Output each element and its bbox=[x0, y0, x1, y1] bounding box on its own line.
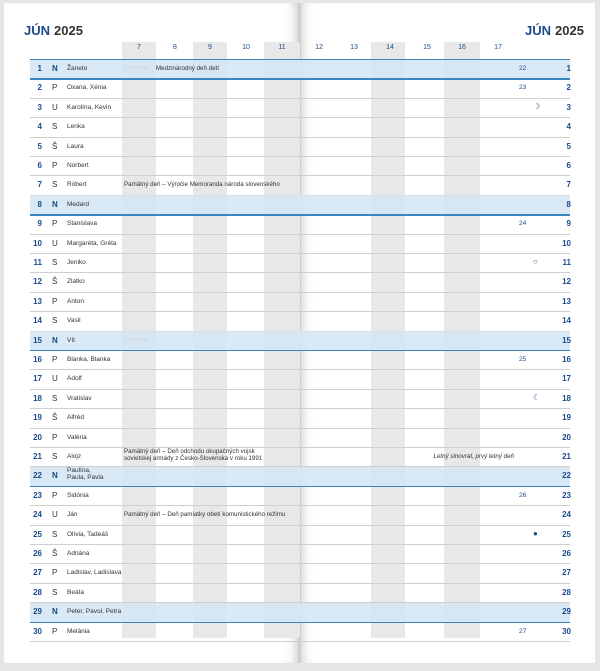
weekday-letter: P bbox=[52, 219, 58, 229]
day-number-right: 22 bbox=[562, 471, 571, 481]
day-number-right: 13 bbox=[562, 296, 571, 306]
weekday-letter: Š bbox=[52, 277, 58, 287]
nameday: Vratislav bbox=[67, 394, 92, 402]
day-number-right: 28 bbox=[562, 587, 571, 597]
event-note: Medzinárodný deň detí bbox=[156, 65, 219, 72]
day-row bbox=[0, 369, 600, 388]
weekday-letter: Š bbox=[52, 141, 58, 151]
nameday: Ján bbox=[67, 511, 78, 519]
month-name-left: JÚN bbox=[24, 23, 51, 38]
year-left: 2025 bbox=[54, 23, 83, 38]
day-number: 9 bbox=[37, 219, 42, 229]
weekday-letter: U bbox=[52, 102, 58, 112]
day-number: 25 bbox=[33, 529, 42, 539]
weekday-letter: N bbox=[52, 199, 58, 209]
day-row bbox=[0, 544, 600, 563]
week-number: 22 bbox=[519, 65, 527, 72]
day-number: 19 bbox=[33, 413, 42, 423]
day-number-right: 17 bbox=[562, 374, 571, 384]
day-row bbox=[0, 195, 600, 214]
hour-label: 14 bbox=[386, 44, 394, 51]
weekday-letter: P bbox=[52, 161, 58, 170]
weekday-letter: S bbox=[52, 393, 58, 403]
moon-phase-icon: ● bbox=[533, 528, 538, 538]
hour-label: 7 bbox=[137, 44, 141, 51]
day-number: 6 bbox=[37, 161, 42, 170]
day-row bbox=[0, 156, 600, 175]
day-number: 27 bbox=[33, 568, 42, 578]
day-row bbox=[0, 78, 600, 97]
day-number: 23 bbox=[33, 490, 42, 500]
day-number: 5 bbox=[37, 141, 42, 151]
day-row bbox=[0, 525, 600, 544]
day-number: 21 bbox=[33, 452, 42, 461]
weekday-letter: U bbox=[52, 238, 58, 248]
hour-label: 13 bbox=[350, 44, 358, 51]
nameday: Ladislav, Ladislava bbox=[67, 569, 122, 577]
day-number: 16 bbox=[33, 355, 42, 364]
weekday-letter: Š bbox=[52, 413, 58, 423]
nameday: Alfréd bbox=[67, 414, 84, 422]
hour-label: 8 bbox=[173, 44, 177, 51]
week-number: 23 bbox=[519, 84, 527, 92]
day-number-right: 26 bbox=[562, 549, 571, 558]
weekday-letter: N bbox=[52, 335, 58, 345]
month-title-right bbox=[525, 23, 584, 38]
day-number-right: 24 bbox=[562, 510, 571, 520]
hour-label: 9 bbox=[208, 44, 212, 51]
day-row bbox=[0, 117, 600, 136]
weekday-letter: S bbox=[52, 122, 58, 132]
day-number-right: 3 bbox=[566, 102, 571, 112]
nameday: Karolína, Kevin bbox=[67, 103, 112, 111]
day-number-right: 21 bbox=[562, 452, 571, 461]
month-title-left bbox=[24, 23, 83, 38]
event-note: Pamätný deň – Deň odchodu okupačných vojsk sovietskej armády z Česko-Slovenska v roku 1991 bbox=[124, 448, 263, 462]
day-row bbox=[0, 602, 600, 621]
day-row bbox=[0, 331, 600, 350]
nameday: Paulína, Paula, Pavla bbox=[67, 467, 104, 482]
day-number-right: 5 bbox=[566, 141, 571, 151]
weekday-letter: Š bbox=[52, 549, 58, 558]
day-number-right: 23 bbox=[562, 490, 571, 500]
nameday: Adolf bbox=[67, 375, 82, 383]
day-row bbox=[0, 583, 600, 602]
day-row bbox=[0, 505, 600, 524]
week-number: 25 bbox=[519, 356, 527, 363]
event-note: Pamätný deň – Deň pamiatky obetí komunistického režimu bbox=[124, 511, 286, 519]
nameday: Vít bbox=[67, 336, 75, 344]
day-row bbox=[0, 408, 600, 427]
day-row bbox=[0, 137, 600, 156]
weekday-letter: P bbox=[52, 355, 58, 364]
nameday: Róbert bbox=[67, 181, 87, 189]
hour-label: 11 bbox=[278, 44, 286, 51]
nameday: Peter, Pavol, Petra bbox=[67, 608, 122, 616]
weekday-letter: S bbox=[52, 529, 58, 539]
event-note: Pamätný deň – Výročie Memoranda národa slovenského bbox=[124, 181, 280, 189]
weekday-letter: S bbox=[52, 180, 58, 190]
weekday-letter: N bbox=[52, 607, 58, 617]
moon-phase-icon: ☽ bbox=[533, 101, 541, 111]
day-number-right: 27 bbox=[562, 568, 571, 578]
day-row bbox=[0, 272, 600, 291]
weekday-letter: U bbox=[52, 510, 58, 520]
day-row bbox=[0, 311, 600, 330]
nameday: Zlatko bbox=[67, 278, 85, 286]
day-number-right: 7 bbox=[566, 180, 571, 190]
nameday: Lenka bbox=[67, 123, 85, 131]
day-number-right: 20 bbox=[562, 432, 571, 442]
day-row bbox=[0, 486, 600, 505]
hour-label: 12 bbox=[315, 44, 323, 51]
weekday-letter: S bbox=[52, 258, 58, 267]
nameday: Stanislava bbox=[67, 220, 97, 228]
day-row bbox=[0, 466, 600, 485]
hour-label: 10 bbox=[242, 44, 250, 51]
nameday: Medard bbox=[67, 200, 90, 208]
nameday: Margaréta, Gréta bbox=[67, 239, 117, 247]
weekday-letter: P bbox=[52, 626, 58, 636]
day-number: 20 bbox=[33, 432, 42, 442]
nameday: Alojz bbox=[67, 453, 82, 460]
weekday-letter: P bbox=[52, 432, 58, 442]
day-number: 30 bbox=[33, 626, 42, 636]
day-row bbox=[0, 98, 600, 117]
weekday-letter: S bbox=[52, 587, 58, 597]
day-number: 26 bbox=[33, 549, 42, 558]
day-number: 24 bbox=[33, 510, 42, 520]
day-row bbox=[0, 563, 600, 582]
day-row bbox=[0, 350, 600, 369]
day-row bbox=[0, 175, 600, 194]
day-number: 12 bbox=[33, 277, 42, 287]
day-row bbox=[0, 214, 600, 233]
nameday: Jeniko bbox=[67, 259, 86, 266]
year-right: 2025 bbox=[555, 23, 584, 38]
day-number: 18 bbox=[33, 393, 42, 403]
day-row bbox=[0, 389, 600, 408]
nameday: Olívia, Tadeáš bbox=[67, 530, 109, 538]
day-number-right: 25 bbox=[562, 529, 571, 539]
faint-note: Deň otcov bbox=[124, 336, 149, 343]
day-row bbox=[0, 59, 600, 78]
day-number: 4 bbox=[37, 122, 42, 132]
moon-phase-icon: ☾ bbox=[533, 392, 541, 402]
weekday-letter: P bbox=[52, 83, 58, 93]
day-number-right: 19 bbox=[562, 413, 571, 423]
header-divider bbox=[30, 59, 570, 60]
day-number-right: 14 bbox=[562, 316, 571, 326]
weekday-letter: P bbox=[52, 296, 58, 306]
nameday: Sidónia bbox=[67, 491, 89, 499]
weekday-letter: N bbox=[52, 471, 58, 481]
day-number-right: 30 bbox=[562, 626, 571, 636]
hour-label: 15 bbox=[423, 44, 431, 51]
weekday-letter: P bbox=[52, 568, 58, 578]
weekday-letter: N bbox=[52, 64, 58, 73]
moon-phase-icon: ○ bbox=[533, 257, 538, 266]
day-number: 14 bbox=[33, 316, 42, 326]
hour-label: 17 bbox=[494, 44, 502, 51]
day-number-right: 4 bbox=[566, 122, 571, 132]
weekday-letter: U bbox=[52, 374, 58, 384]
nameday: Oxana, Xénia bbox=[67, 84, 107, 92]
day-number-right: 12 bbox=[562, 277, 571, 287]
nameday: Norbert bbox=[67, 162, 89, 169]
nameday: Beáta bbox=[67, 588, 84, 596]
nameday: Adriána bbox=[67, 550, 90, 557]
day-number: 17 bbox=[33, 374, 42, 384]
week-number: 24 bbox=[519, 220, 527, 228]
right-event-note: Letný slnovrat, prvý letný deň bbox=[433, 453, 514, 460]
day-row bbox=[0, 622, 600, 641]
day-number: 2 bbox=[37, 83, 42, 93]
hour-label: 16 bbox=[458, 44, 466, 51]
day-number-right: 1 bbox=[566, 64, 571, 73]
day-number: 15 bbox=[33, 335, 42, 345]
day-row bbox=[0, 253, 600, 272]
day-number-right: 15 bbox=[562, 335, 571, 345]
nameday: Anton bbox=[67, 297, 84, 305]
day-number: 22 bbox=[33, 471, 42, 481]
day-row bbox=[0, 447, 600, 466]
weekday-letter: P bbox=[52, 490, 58, 500]
faint-note: Deň otcov bbox=[124, 65, 149, 71]
day-number-right: 8 bbox=[566, 199, 571, 209]
day-row bbox=[0, 428, 600, 447]
weekday-letter: S bbox=[52, 316, 58, 326]
day-number-right: 9 bbox=[566, 219, 571, 229]
nameday: Laura bbox=[67, 142, 84, 150]
day-number-right: 11 bbox=[562, 258, 571, 267]
day-number-right: 16 bbox=[562, 355, 571, 364]
day-number: 29 bbox=[33, 607, 42, 617]
weekday-letter: S bbox=[52, 452, 58, 461]
day-row bbox=[0, 292, 600, 311]
week-number: 26 bbox=[519, 491, 527, 499]
day-number-right: 18 bbox=[562, 393, 571, 403]
row-divider bbox=[30, 641, 570, 642]
day-number-right: 2 bbox=[566, 83, 571, 93]
day-number: 1 bbox=[37, 64, 42, 73]
week-number: 27 bbox=[519, 627, 527, 635]
day-number: 28 bbox=[33, 587, 42, 597]
day-row bbox=[0, 234, 600, 253]
nameday: Žaneto bbox=[67, 65, 88, 72]
month-name-right: JÚN bbox=[525, 23, 552, 38]
day-number: 8 bbox=[37, 199, 42, 209]
nameday: Vasil bbox=[67, 317, 81, 325]
nameday: Blanka, Blanka bbox=[67, 356, 111, 363]
day-number: 10 bbox=[33, 238, 42, 248]
day-number-right: 10 bbox=[562, 238, 571, 248]
day-number-right: 6 bbox=[566, 161, 571, 170]
day-number: 7 bbox=[37, 180, 42, 190]
day-number: 11 bbox=[33, 258, 42, 267]
day-number-right: 29 bbox=[562, 607, 571, 617]
nameday: Valéria bbox=[67, 433, 87, 441]
day-number: 3 bbox=[37, 102, 42, 112]
day-number: 13 bbox=[33, 296, 42, 306]
nameday: Melánia bbox=[67, 627, 90, 635]
